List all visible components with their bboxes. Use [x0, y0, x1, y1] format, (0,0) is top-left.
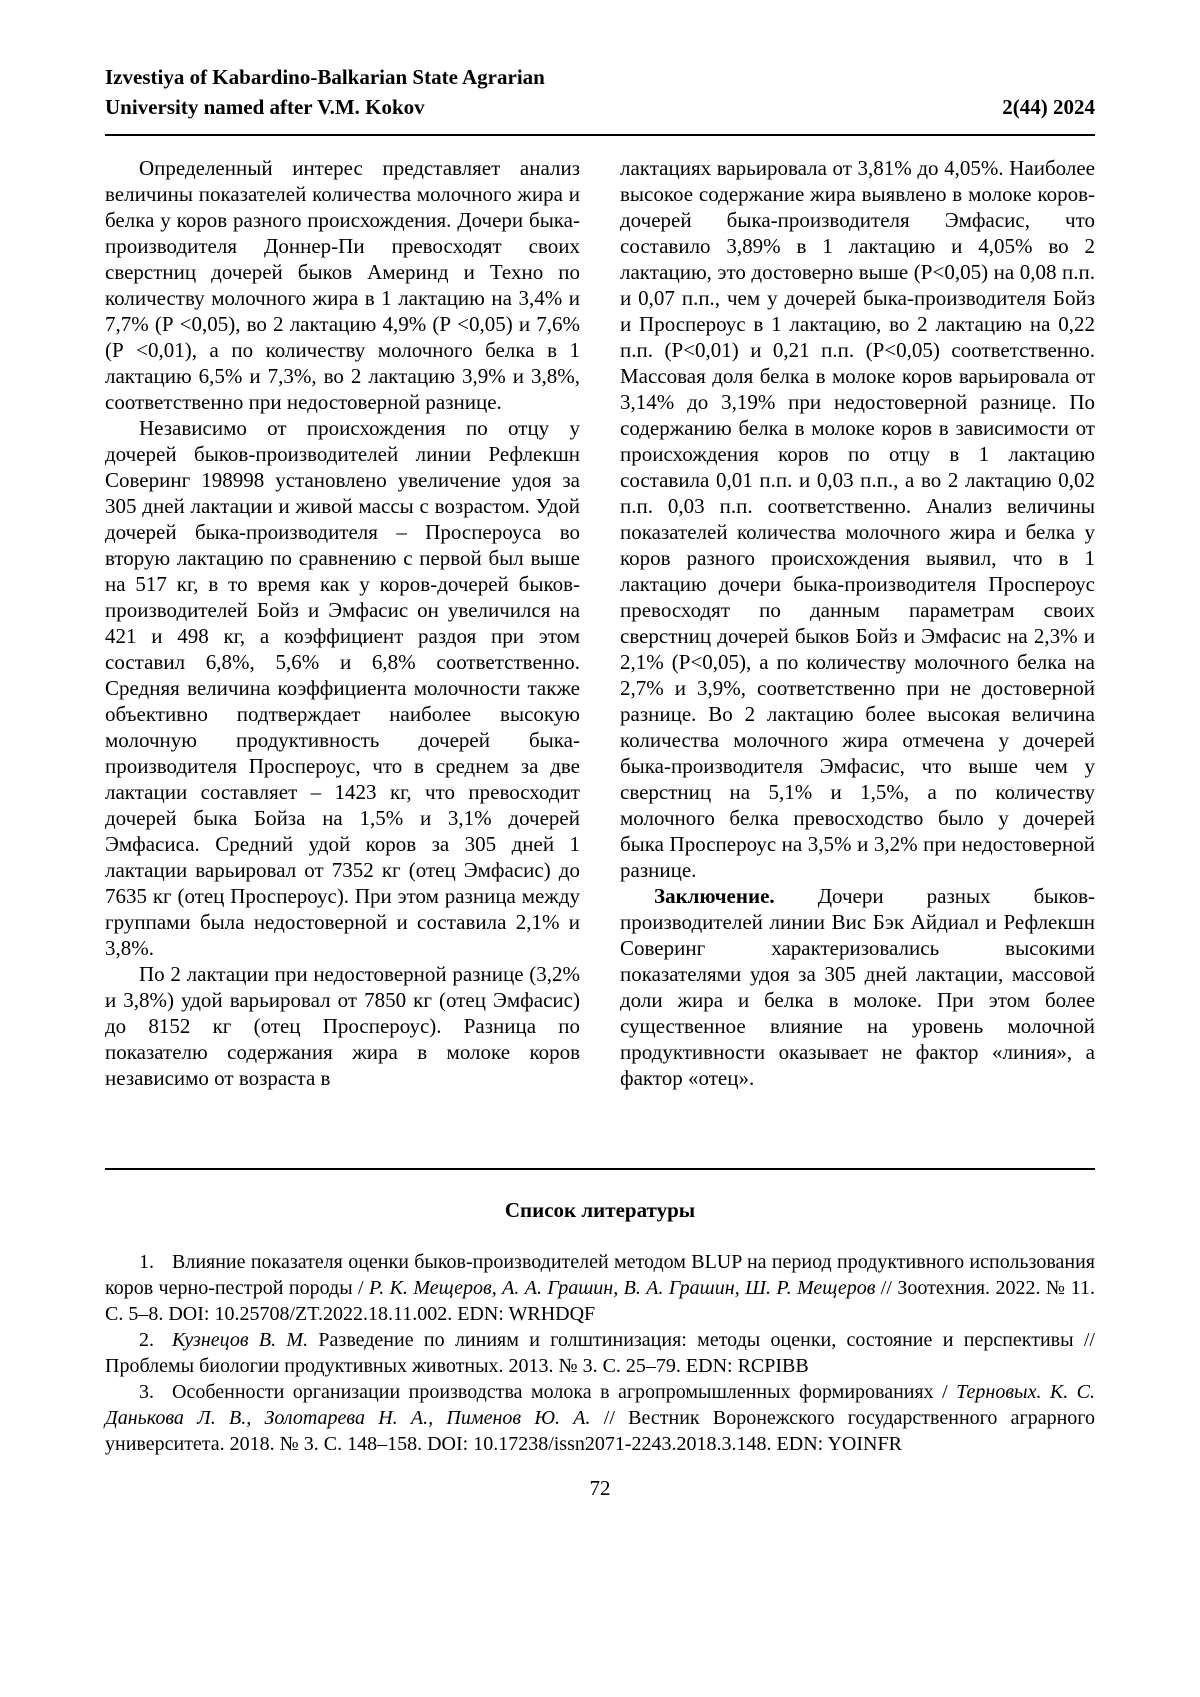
reference-text: // Зоотехния. 2022. № 11. С. 5–8. DOI: 10.25708/ZT.2022.18.11.002. EDN: WRHDQF — [105, 1276, 1096, 1325]
article-body — [105, 155, 1095, 1091]
conclusion-paragraph — [620, 883, 1095, 1091]
references-section — [105, 1168, 1095, 1457]
right-column — [620, 155, 1095, 1091]
reference-authors: Кузнецов В. М. — [172, 1328, 309, 1351]
body-paragraph-continuation: лактациях варьировала от 3,81% до 4,05%. Наиболее высокое содержание жира выявлено в молоке коров-дочерей быка-производителя Эмфасис, что составило 3,89% в 1 лактацию и 4,05% во 2 лактацию, это достоверно выше (Р<0,05) на 0,08 п.п. и 0,07 п.п., чем у дочерей быка-производителя Бойз и Проспероус в 1 лактацию, во 2 лактацию на 0,22 п.п. (Р<0,01) и 0,21 п.п. (Р<0,05) соответственно. Массовая доля белка в молоке коров варьировала от 3,14% до 3,19% при недостоверной разнице. По содержанию белка в молоке коров в зависимости от происхождения коров по отцу в 1 лактацию составила 0,01 п.п. и 0,03 п.п., а во 2 лактацию 0,02 п.п. 0,03 п.п. соответственно. Анализ величины показателей количества молочного жира и белка у коров разного происхождения выявил, что в 1 лактацию дочери быка-производителя Проспероус превосходят по данным параметрам своих сверстниц дочерей быков Бойз и Эмфасис на 2,3% и 2,1% (Р<0,05), а по количеству молочного белка на 2,7% и 3,9%, соответственно при не достоверной разнице. Во 2 лактацию более высокая величина количества молочного жира отмечена у дочерей быка-производителя Эмфасис, что выше чем у сверстниц на 5,1% и 1,5%, а по количеству молочного белка превосходство было у дочерей быка Проспероус на 3,5% и 3,2% при недостоверной разнице. — [620, 156, 1095, 882]
reference-text: Влияние показателя оценки быков-производителей методом BLUP на период продуктивного использования коров черно-пестрой породы / — [105, 1250, 1095, 1299]
page-number: 72 — [589, 1476, 611, 1500]
header-divider — [105, 134, 1095, 136]
conclusion-text: Дочери разных быков-производителей линии Вис Бэк Айдиал и Рефлекшн Соверинг характеризовались высокими показателями удоя за 305 дней лактации, массовой доли жира и белка в молоке. При этом более существенное влияние на уровень молочной продуктивности оказывает не фактор «линия», а фактор «отец». — [620, 884, 1095, 1090]
reference-item — [105, 1249, 1095, 1327]
conclusion-label: Заключение. — [654, 884, 775, 908]
left-column — [105, 155, 580, 1091]
reference-text: Особенности организации производства молока в агропромышленных формированиях / — [172, 1380, 957, 1403]
references-divider — [105, 1168, 1095, 1170]
reference-authors: Терновых. К. С. Данькова Л. В., Золотарева Н. А., Пименов Ю. А. — [105, 1380, 1095, 1429]
references-list — [105, 1249, 1095, 1457]
issue-number: 2(44) 2024 — [1002, 95, 1095, 119]
journal-title-row2 — [105, 92, 1095, 122]
reference-number: 3. — [139, 1380, 154, 1403]
reference-item — [105, 1379, 1095, 1457]
body-paragraph: По 2 лактации при недостоверной разнице (3,2% и 3,8%) удой варьировал от 7850 кг (отец Эмфасис) до 8152 кг (отец Проспероус). Разница по показателю содержания жира в молоке коров независимо от возраста в — [105, 962, 580, 1090]
body-paragraph: Определенный интерес представляет анализ величины показателей количества молочного жира и белка у коров разного происхождения. Дочери быка-производителя Доннер-Пи превосходят своих сверстниц дочерей быков Америнд и Техно по количеству молочного жира в 1 лактацию на 3,4% и 7,7% (Р <0,05), во 2 лактацию 4,9% (Р <0,05) и 7,6% (Р <0,01), а по количеству молочного белка в 1 лактацию 6,5% и 7,3%, во 2 лактацию 3,9% и 3,8%, соответственно при недостоверной разнице. — [105, 156, 580, 414]
page-header — [105, 62, 1095, 136]
journal-title-line1: Izvestiya of Kabardino-Balkarian State Agrarian — [105, 65, 545, 89]
reference-item — [105, 1327, 1095, 1379]
journal-title-line2: University named after V.M. Kokov — [105, 95, 425, 119]
body-paragraph: Независимо от происхождения по отцу у дочерей быков-производителей линии Рефлекшн Соверинг 198998 установлено увеличение удоя за 305 дней лактации и живой массы с возрастом. Удой дочерей быка-производителя – Проспероуса во вторую лактацию по сравнению с первой был выше на 517 кг, в то время как у коров-дочерей быков-производителей Бойз и Эмфасис он увеличился на 421 и 498 кг, а коэффициент раздоя при этом составил 6,8%, 5,6% и 6,8% соответственно. Средняя величина коэффициента молочности также объективно подтверждает наиболее высокую молочную продуктивность дочерей быка-производителя Проспероус, что в среднем за две лактации составляет – 1423 кг, что превосходит дочерей быка Бойза на 1,5% и 3,1% дочерей Эмфасиса. Средний удой коров за 305 дней 1 лактации варьировал от 7352 кг (отец Эмфасис) до 7635 кг (отец Проспероус). При этом разница между группами была недостоверной и составила 2,1% и 3,8%. — [105, 416, 580, 960]
reference-number: 2. — [139, 1328, 154, 1351]
reference-number: 1. — [139, 1250, 154, 1273]
references-heading: Список литературы — [504, 1197, 696, 1222]
reference-text: // Вестник Воронежского государственного аграрного университета. 2018. № 3. С. 148–158. DOI: 10.17238/issn2071-2243.2018.3.148. EDN: YOINFR — [105, 1406, 1095, 1455]
reference-authors: Р. К. Мещеров, А. А. Грашин, В. А. Грашин, Ш. Р. Мещеров — [369, 1276, 876, 1299]
reference-text: Разведение по линиям и голштинизация: методы оценки, состояние и перспективы // Проблемы биологии продуктивных животных. 2013. № 3. С. 25–79. EDN: RCPIBB — [105, 1328, 1095, 1377]
